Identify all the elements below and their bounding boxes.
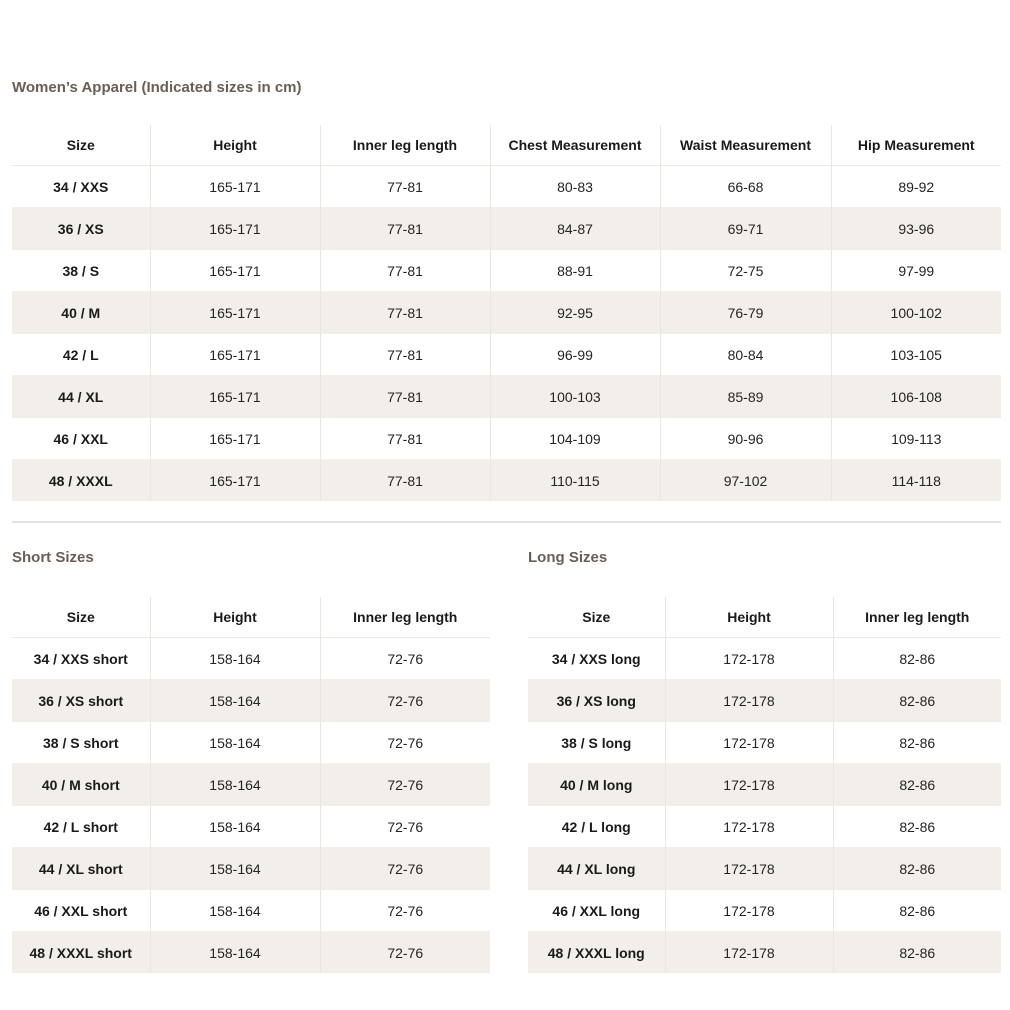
table-row — [528, 932, 1001, 974]
measurement-cell: 158-164 — [150, 806, 320, 848]
measurement-cell: 77-81 — [320, 376, 490, 418]
header-row — [12, 125, 1001, 166]
short-sizes-title: Short Sizes — [12, 549, 94, 566]
table-row — [528, 680, 1001, 722]
measurement-cell: 165-171 — [150, 418, 320, 460]
measurement-cell: 158-164 — [150, 890, 320, 932]
column-header: Hip Measurement — [831, 125, 1001, 166]
measurement-cell: 110-115 — [490, 460, 660, 502]
measurement-cell: 165-171 — [150, 376, 320, 418]
table-row — [12, 376, 1001, 418]
size-cell: 34 / XXS short — [33, 650, 128, 667]
table-row — [528, 848, 1001, 890]
measurement-cell: 172-178 — [665, 722, 833, 764]
size-cell: 36 / XS — [57, 220, 104, 237]
table-row — [12, 848, 490, 890]
measurement-cell: 172-178 — [665, 764, 833, 806]
measurement-cell: 165-171 — [150, 292, 320, 334]
header-row — [528, 597, 1001, 638]
size-cell: 38 / S short — [43, 734, 119, 751]
measurement-cell: 72-76 — [320, 806, 490, 848]
womens-apparel-size-table — [12, 125, 1001, 501]
size-cell: 40 / M long — [560, 776, 633, 793]
measurement-cell: 100-102 — [831, 292, 1001, 334]
table-row — [12, 460, 1001, 502]
size-cell: 44 / XL long — [557, 860, 636, 877]
measurement-cell: 85-89 — [660, 376, 831, 418]
measurement-cell: 82-86 — [833, 764, 1001, 806]
short-sizes-section — [12, 549, 490, 973]
measurement-cell: 77-81 — [320, 334, 490, 376]
measurement-cell: 72-76 — [320, 932, 490, 974]
measurement-cell: 82-86 — [833, 932, 1001, 974]
table-row — [12, 806, 490, 848]
size-cell: 42 / L short — [43, 818, 118, 835]
measurement-cell: 82-86 — [833, 638, 1001, 680]
column-header: Height — [150, 597, 320, 638]
table-row — [12, 208, 1001, 250]
table-row — [12, 638, 490, 680]
size-cell: 42 / L long — [561, 818, 631, 835]
measurement-cell: 82-86 — [833, 680, 1001, 722]
measurement-cell: 172-178 — [665, 848, 833, 890]
size-cell: 36 / XS long — [556, 692, 636, 709]
measurement-cell: 82-86 — [833, 848, 1001, 890]
size-cell: 46 / XXL short — [34, 902, 128, 919]
measurement-cell: 92-95 — [490, 292, 660, 334]
measurement-cell: 172-178 — [665, 806, 833, 848]
table-row — [528, 764, 1001, 806]
measurement-cell: 82-86 — [833, 890, 1001, 932]
measurement-cell: 96-99 — [490, 334, 660, 376]
column-header: Size — [528, 597, 665, 638]
measurement-cell: 93-96 — [831, 208, 1001, 250]
short-sizes-table — [12, 597, 490, 973]
table-row — [528, 890, 1001, 932]
measurement-cell: 172-178 — [665, 638, 833, 680]
size-cell: 46 / XXL — [53, 430, 108, 447]
size-cell: 38 / S long — [561, 734, 632, 751]
size-cell: 36 / XS short — [38, 692, 124, 709]
section-divider — [12, 521, 1001, 523]
measurement-cell: 82-86 — [833, 722, 1001, 764]
column-header: Size — [12, 597, 150, 638]
long-sizes-table — [528, 597, 1001, 973]
column-header: Height — [150, 125, 320, 166]
header-row — [12, 597, 490, 638]
size-cell: 40 / M short — [41, 776, 120, 793]
measurement-cell: 72-76 — [320, 638, 490, 680]
measurement-cell: 114-118 — [831, 460, 1001, 502]
column-header: Chest Measurement — [490, 125, 660, 166]
measurement-cell: 89-92 — [831, 166, 1001, 208]
measurement-cell: 104-109 — [490, 418, 660, 460]
measurement-cell: 77-81 — [320, 460, 490, 502]
table-row — [12, 722, 490, 764]
column-header: Size — [12, 125, 150, 166]
measurement-cell: 103-105 — [831, 334, 1001, 376]
size-cell: 48 / XXXL long — [547, 944, 645, 961]
measurement-cell: 97-99 — [831, 250, 1001, 292]
table-row — [12, 890, 490, 932]
column-header: Waist Measurement — [660, 125, 831, 166]
measurement-cell: 80-84 — [660, 334, 831, 376]
measurement-cell: 77-81 — [320, 250, 490, 292]
size-cell: 34 / XXS — [53, 178, 109, 195]
table-row — [12, 292, 1001, 334]
size-cell: 46 / XXL long — [552, 902, 641, 919]
table-row — [528, 722, 1001, 764]
measurement-cell: 72-76 — [320, 890, 490, 932]
size-cell: 42 / L — [62, 346, 99, 363]
measurement-cell: 66-68 — [660, 166, 831, 208]
measurement-cell: 158-164 — [150, 680, 320, 722]
long-sizes-section — [528, 549, 1001, 973]
measurement-cell: 90-96 — [660, 418, 831, 460]
size-cell: 48 / XXXL short — [29, 944, 132, 961]
measurement-cell: 77-81 — [320, 418, 490, 460]
measurement-cell: 84-87 — [490, 208, 660, 250]
measurement-cell: 172-178 — [665, 890, 833, 932]
size-cell: 44 / XL short — [38, 860, 123, 877]
table-row — [12, 250, 1001, 292]
measurement-cell: 165-171 — [150, 250, 320, 292]
measurement-cell: 165-171 — [150, 166, 320, 208]
measurement-cell: 165-171 — [150, 460, 320, 502]
table-row — [12, 932, 490, 974]
size-cell: 34 / XXS long — [551, 650, 641, 667]
measurement-cell: 158-164 — [150, 764, 320, 806]
measurement-cell: 109-113 — [831, 418, 1001, 460]
measurement-cell: 82-86 — [833, 806, 1001, 848]
column-header: Inner leg length — [833, 597, 1001, 638]
measurement-cell: 97-102 — [660, 460, 831, 502]
page-title: Women’s Apparel (Indicated sizes in cm) — [12, 79, 302, 96]
measurement-cell: 72-76 — [320, 764, 490, 806]
table-row — [12, 418, 1001, 460]
measurement-cell: 172-178 — [665, 680, 833, 722]
table-row — [528, 806, 1001, 848]
size-cell: 44 / XL — [58, 388, 104, 405]
measurement-cell: 72-75 — [660, 250, 831, 292]
measurement-cell: 88-91 — [490, 250, 660, 292]
size-cell: 40 / M — [61, 304, 101, 321]
measurement-cell: 172-178 — [665, 932, 833, 974]
measurement-cell: 77-81 — [320, 292, 490, 334]
column-header: Inner leg length — [320, 125, 490, 166]
measurement-cell: 76-79 — [660, 292, 831, 334]
table-row — [528, 638, 1001, 680]
measurement-cell: 158-164 — [150, 848, 320, 890]
measurement-cell: 72-76 — [320, 848, 490, 890]
table-row — [12, 764, 490, 806]
measurement-cell: 80-83 — [490, 166, 660, 208]
measurement-cell: 69-71 — [660, 208, 831, 250]
measurement-cell: 77-81 — [320, 166, 490, 208]
measurement-cell: 158-164 — [150, 932, 320, 974]
measurement-cell: 77-81 — [320, 208, 490, 250]
measurement-cell: 158-164 — [150, 722, 320, 764]
table-row — [12, 680, 490, 722]
measurement-cell: 158-164 — [150, 638, 320, 680]
measurement-cell: 100-103 — [490, 376, 660, 418]
measurement-cell: 72-76 — [320, 722, 490, 764]
size-cell: 48 / XXXL — [48, 472, 113, 489]
measurement-cell: 106-108 — [831, 376, 1001, 418]
column-header: Inner leg length — [320, 597, 490, 638]
measurement-cell: 72-76 — [320, 680, 490, 722]
size-cell: 38 / S — [62, 262, 100, 279]
column-header: Height — [665, 597, 833, 638]
table-row — [12, 334, 1001, 376]
table-row — [12, 166, 1001, 208]
measurement-cell: 165-171 — [150, 334, 320, 376]
measurement-cell: 165-171 — [150, 208, 320, 250]
bottom-section — [12, 549, 1001, 973]
long-sizes-title: Long Sizes — [528, 549, 608, 566]
